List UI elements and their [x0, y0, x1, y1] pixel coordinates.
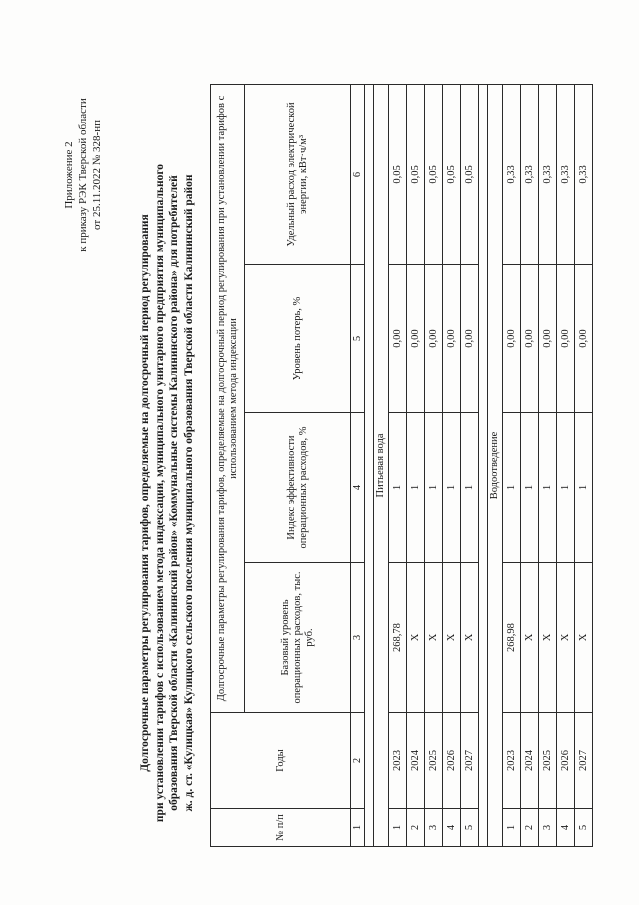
cell-loss-level: 0,00 [557, 265, 575, 413]
section-spacer-row [365, 84, 374, 846]
column-number: 4 [351, 413, 365, 563]
cell-year: 2023 [503, 713, 521, 809]
cell-loss-level: 0,00 [389, 265, 407, 413]
cell-year: 2024 [521, 713, 539, 809]
cell-loss-level: 0,00 [521, 265, 539, 413]
cell-base-opex: X [539, 563, 557, 713]
heading-line-1: Долгосрочные параметры регулирования тарифов, определяемые на долгосрочный период регулирования [139, 214, 151, 772]
cell-number: 2 [521, 809, 539, 847]
column-number: 6 [351, 84, 365, 264]
cell-base-opex: X [425, 563, 443, 713]
cell-efficiency-index: 1 [521, 413, 539, 563]
section-title: Водоотведение [488, 84, 503, 846]
cell-energy-consumption: 0,05 [425, 84, 443, 264]
table-row [461, 84, 479, 846]
cell-energy-consumption: 0,33 [521, 84, 539, 264]
cell-base-opex: X [461, 563, 479, 713]
cell-year: 2024 [407, 713, 425, 809]
cell-base-opex: X [443, 563, 461, 713]
cell-loss-level: 0,00 [443, 265, 461, 413]
appendix-order-ref: к приказу РЭК Тверской области [77, 98, 89, 252]
cell-efficiency-index: 1 [557, 413, 575, 563]
header-energy-consumption: Удельный расход электрической энергии, кВт·ч/м³ [245, 84, 351, 264]
table-row [425, 84, 443, 846]
section-spacer [479, 84, 488, 846]
cell-year: 2027 [575, 713, 593, 809]
cell-energy-consumption: 0,05 [407, 84, 425, 264]
cell-energy-consumption: 0,05 [389, 84, 407, 264]
cell-efficiency-index: 1 [461, 413, 479, 563]
heading-line-3: образования Тверской области «Калининский район» «Коммунальные системы Калининского района» для потребителей [168, 175, 181, 811]
table-row [539, 84, 557, 846]
cell-loss-level: 0,00 [407, 265, 425, 413]
cell-base-opex: X [557, 563, 575, 713]
cell-year: 2026 [443, 713, 461, 809]
cell-efficiency-index: 1 [539, 413, 557, 563]
header-years-column: Годы [211, 713, 351, 809]
header-base-opex: Базовый уровень операционных расходов, тыс. руб. [245, 563, 351, 713]
cell-number: 3 [539, 809, 557, 847]
column-number-row [351, 84, 365, 846]
header-number-column: № п/п [211, 809, 351, 847]
section-title-row [374, 84, 389, 846]
cell-efficiency-index: 1 [407, 413, 425, 563]
cell-efficiency-index: 1 [389, 413, 407, 563]
cell-year: 2026 [557, 713, 575, 809]
column-number: 2 [351, 713, 365, 809]
header-efficiency-index: Индекс эффективности операционных расходов, % [245, 413, 351, 563]
cell-efficiency-index: 1 [503, 413, 521, 563]
table-header-row [211, 84, 245, 846]
cell-energy-consumption: 0,05 [461, 84, 479, 264]
cell-efficiency-index: 1 [443, 413, 461, 563]
cell-number: 3 [425, 809, 443, 847]
cell-loss-level: 0,00 [461, 265, 479, 413]
cell-year: 2025 [539, 713, 557, 809]
cell-efficiency-index: 1 [425, 413, 443, 563]
cell-number: 1 [389, 809, 407, 847]
section-title-row [488, 84, 503, 846]
cell-number: 5 [461, 809, 479, 847]
heading-line-4: ж. д. ст. «Кулицкая» Кулицкого сельского поселения муниципального образования Тверской области Калининский район [182, 174, 195, 812]
table-row [389, 84, 407, 846]
cell-number: 4 [443, 809, 461, 847]
cell-energy-consumption: 0,33 [539, 84, 557, 264]
cell-number: 1 [503, 809, 521, 847]
heading-line-2: при установлении тарифов с использованием метода индексации, муниципального унитарного предприятия муниципального [153, 163, 166, 823]
cell-year: 2027 [461, 713, 479, 809]
table-row [503, 84, 521, 846]
column-number: 3 [351, 563, 365, 713]
header-group-title: Долгосрочные параметры регулирования тарифов, определяемые на долгосрочный период регулирования при установлении тарифов с использованием метода индексации [211, 84, 245, 712]
column-number: 1 [351, 809, 365, 847]
document-heading [138, 143, 196, 843]
cell-efficiency-index: 1 [575, 413, 593, 563]
table-row [521, 84, 539, 846]
cell-energy-consumption: 0,33 [557, 84, 575, 264]
cell-number: 4 [557, 809, 575, 847]
cell-loss-level: 0,00 [503, 265, 521, 413]
table-row [443, 84, 461, 846]
cell-number: 5 [575, 809, 593, 847]
table-row [557, 84, 575, 846]
cell-loss-level: 0,00 [425, 265, 443, 413]
cell-loss-level: 0,00 [539, 265, 557, 413]
table-row [575, 84, 593, 846]
cell-energy-consumption: 0,05 [443, 84, 461, 264]
cell-base-opex: X [407, 563, 425, 713]
cell-energy-consumption: 0,33 [503, 84, 521, 264]
section-title: Питьевая вода [374, 84, 389, 846]
cell-year: 2025 [425, 713, 443, 809]
header-loss-level: Уровень потерь, % [245, 265, 351, 413]
cell-number: 2 [407, 809, 425, 847]
cell-energy-consumption: 0,33 [575, 84, 593, 264]
cell-loss-level: 0,00 [575, 265, 593, 413]
section-spacer-row [479, 84, 488, 846]
table-row [407, 84, 425, 846]
cell-base-opex: X [521, 563, 539, 713]
appendix-note [62, 65, 104, 285]
column-number: 5 [351, 265, 365, 413]
appendix-title: Приложение 2 [63, 141, 75, 209]
cell-base-opex: X [575, 563, 593, 713]
cell-base-opex: 268,98 [503, 563, 521, 713]
tariff-parameters-table [210, 84, 593, 847]
appendix-order-date: от 25.11.2022 № 328-нп [91, 120, 103, 230]
cell-base-opex: 268,78 [389, 563, 407, 713]
cell-year: 2023 [389, 713, 407, 809]
section-spacer [365, 84, 374, 846]
